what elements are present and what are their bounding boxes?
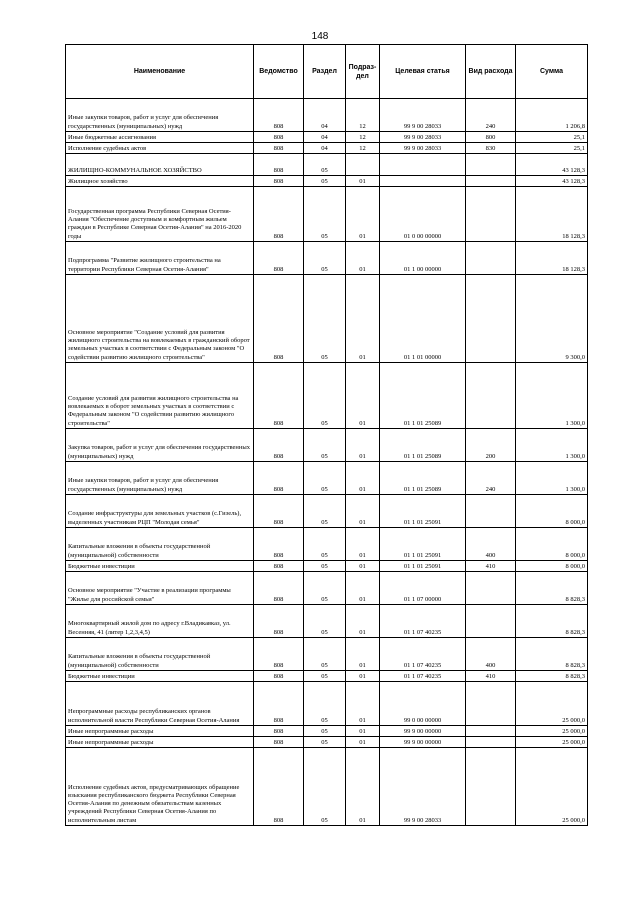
cell-dept: 808	[254, 132, 304, 143]
cell-sum: 8 828,3	[516, 605, 588, 638]
cell-section: 05	[304, 748, 346, 826]
cell-dept: 808	[254, 429, 304, 462]
cell-sum: 25 000,0	[516, 682, 588, 726]
table-row	[66, 737, 588, 748]
cell-section: 05	[304, 462, 346, 495]
cell-dept: 808	[254, 605, 304, 638]
cell-subsection: 01	[346, 242, 380, 275]
table-row	[66, 187, 588, 242]
header-section: Раздел	[304, 45, 346, 99]
cell-dept: 808	[254, 154, 304, 176]
header-name: Наименование	[66, 45, 254, 99]
cell-kind	[466, 495, 516, 528]
cell-name: Основное мероприятие "Участие в реализации программы "Жилье для российской семьи"	[66, 572, 254, 605]
table-row	[66, 363, 588, 429]
cell-dept: 808	[254, 143, 304, 154]
cell-kind: 240	[466, 99, 516, 132]
cell-name: Исполнение судебных актов	[66, 143, 254, 154]
cell-section: 04	[304, 132, 346, 143]
cell-kind	[466, 242, 516, 275]
table-row	[66, 638, 588, 671]
cell-kind	[466, 187, 516, 242]
cell-name: Подпрограмма "Развитие жилищного строительства на территории Республики Северная Осетия-Алания"	[66, 242, 254, 275]
table-row	[66, 572, 588, 605]
cell-name: Исполнение судебных актов, предусматривающих обращение взыскания республиканского бюджета Республики Северная Осетия-Алания по денежным обязательствам казенных учреждений Республики Северная Осетия-Алания по исполнительным листам	[66, 748, 254, 826]
cell-dept: 808	[254, 561, 304, 572]
cell-article: 99 9 00 28033	[380, 132, 466, 143]
cell-article: 01 1 01 25089	[380, 462, 466, 495]
cell-sum: 8 828,3	[516, 638, 588, 671]
cell-article: 01 1 01 25091	[380, 561, 466, 572]
cell-kind	[466, 748, 516, 826]
cell-article: 99 9 00 28033	[380, 748, 466, 826]
header-kind: Вид расхода	[466, 45, 516, 99]
cell-dept: 808	[254, 748, 304, 826]
cell-subsection: 01	[346, 275, 380, 363]
cell-section: 05	[304, 495, 346, 528]
cell-subsection: 01	[346, 176, 380, 187]
cell-section: 05	[304, 176, 346, 187]
cell-name: Капитальные вложения в объекты государственной (муниципальной) собственности	[66, 638, 254, 671]
cell-kind: 400	[466, 638, 516, 671]
cell-sum: 43 128,3	[516, 154, 588, 176]
cell-section: 05	[304, 154, 346, 176]
cell-name: Иные бюджетные ассигнования	[66, 132, 254, 143]
cell-name: Иные закупки товаров, работ и услуг для обеспечения государственных (муниципальных) нужд	[66, 462, 254, 495]
cell-name: Создание инфраструктуры для земельных участков (с.Гизель), выделенных участникам РЦП "Молодая семья"	[66, 495, 254, 528]
cell-dept: 808	[254, 242, 304, 275]
cell-sum: 9 300,0	[516, 275, 588, 363]
cell-dept: 808	[254, 99, 304, 132]
cell-sum: 25 000,0	[516, 748, 588, 826]
cell-subsection: 01	[346, 429, 380, 462]
cell-kind	[466, 275, 516, 363]
cell-name: Закупка товаров, работ и услуг для обеспечения государственных (муниципальных) нужд	[66, 429, 254, 462]
cell-section: 05	[304, 242, 346, 275]
cell-name: Иные непрограммные расходы	[66, 737, 254, 748]
cell-name: Жилищное хозяйство	[66, 176, 254, 187]
cell-name: Создание условий для развития жилищного строительства на вовлекаемых в оборот земельных участках в соответствии с Федеральным законом "О содействии развитию жилищного строительства"	[66, 363, 254, 429]
cell-article	[380, 154, 466, 176]
cell-sum: 25,1	[516, 143, 588, 154]
cell-article: 01 1 01 00000	[380, 275, 466, 363]
header-article: Целевая статья	[380, 45, 466, 99]
cell-article: 01 1 07 40235	[380, 605, 466, 638]
cell-name: Бюджетные инвестиции	[66, 561, 254, 572]
cell-dept: 808	[254, 462, 304, 495]
cell-sum: 8 828,3	[516, 572, 588, 605]
cell-dept: 808	[254, 176, 304, 187]
cell-section: 05	[304, 363, 346, 429]
cell-sum: 1 300,0	[516, 363, 588, 429]
table-row	[66, 99, 588, 132]
cell-name: Непрограммные расходы республиканских органов исполнительной власти Республики Северная Осетия-Алания	[66, 682, 254, 726]
cell-dept: 808	[254, 187, 304, 242]
cell-kind: 830	[466, 143, 516, 154]
cell-section: 05	[304, 572, 346, 605]
cell-kind	[466, 154, 516, 176]
cell-subsection: 01	[346, 682, 380, 726]
cell-section: 05	[304, 187, 346, 242]
cell-kind	[466, 605, 516, 638]
cell-section: 05	[304, 275, 346, 363]
cell-section: 04	[304, 99, 346, 132]
cell-article: 01 1 07 40235	[380, 671, 466, 682]
cell-sum: 8 000,0	[516, 561, 588, 572]
cell-article: 01 0 00 00000	[380, 187, 466, 242]
cell-subsection: 01	[346, 605, 380, 638]
table-row	[66, 748, 588, 826]
cell-kind	[466, 726, 516, 737]
cell-dept: 808	[254, 572, 304, 605]
header-dept: Ведомство	[254, 45, 304, 99]
cell-article: 99 9 00 28033	[380, 99, 466, 132]
cell-name: Бюджетные инвестиции	[66, 671, 254, 682]
cell-dept: 808	[254, 682, 304, 726]
cell-kind	[466, 682, 516, 726]
cell-dept: 808	[254, 638, 304, 671]
cell-dept: 808	[254, 726, 304, 737]
cell-sum: 1 300,0	[516, 462, 588, 495]
cell-subsection: 01	[346, 528, 380, 561]
cell-sum: 18 128,3	[516, 187, 588, 242]
table-row	[66, 242, 588, 275]
header-sum: Сумма	[516, 45, 588, 99]
cell-article: 01 1 01 25091	[380, 495, 466, 528]
cell-sum: 8 828,3	[516, 671, 588, 682]
cell-sum: 43 128,3	[516, 176, 588, 187]
cell-kind: 800	[466, 132, 516, 143]
table-row	[66, 726, 588, 737]
cell-kind: 410	[466, 671, 516, 682]
cell-section: 05	[304, 429, 346, 462]
cell-dept: 808	[254, 363, 304, 429]
cell-name: Капитальные вложения в объекты государственной (муниципальной) собственности	[66, 528, 254, 561]
cell-subsection: 12	[346, 99, 380, 132]
cell-sum: 8 000,0	[516, 495, 588, 528]
cell-article: 99 9 00 00000	[380, 726, 466, 737]
cell-sum: 25,1	[516, 132, 588, 143]
cell-subsection: 01	[346, 671, 380, 682]
header-subsection: Подраз-дел	[346, 45, 380, 99]
cell-subsection: 01	[346, 495, 380, 528]
cell-section: 05	[304, 682, 346, 726]
cell-article: 99 9 00 28033	[380, 143, 466, 154]
cell-dept: 808	[254, 737, 304, 748]
cell-subsection: 01	[346, 748, 380, 826]
cell-sum: 8 000,0	[516, 528, 588, 561]
cell-subsection: 01	[346, 462, 380, 495]
cell-kind	[466, 572, 516, 605]
budget-table	[65, 44, 588, 826]
cell-kind	[466, 176, 516, 187]
cell-kind	[466, 363, 516, 429]
table-row	[66, 143, 588, 154]
cell-name: Многоквартирный жилой дом по адресу г.Владикавказ, ул. Весенняя, 41 (литер 1,2,3,4,5)	[66, 605, 254, 638]
table-row	[66, 605, 588, 638]
cell-article: 01 1 01 25089	[380, 429, 466, 462]
cell-article: 01 1 07 40235	[380, 638, 466, 671]
cell-article: 01 1 00 00000	[380, 242, 466, 275]
cell-kind	[466, 737, 516, 748]
table-row	[66, 132, 588, 143]
table-row	[66, 528, 588, 561]
cell-kind: 200	[466, 429, 516, 462]
cell-article: 01 1 07 00000	[380, 572, 466, 605]
cell-subsection: 01	[346, 726, 380, 737]
cell-kind: 410	[466, 561, 516, 572]
table-row	[66, 682, 588, 726]
table-row	[66, 671, 588, 682]
cell-sum: 18 128,3	[516, 242, 588, 275]
cell-subsection	[346, 154, 380, 176]
cell-kind: 240	[466, 462, 516, 495]
cell-section: 04	[304, 143, 346, 154]
page-number: 148	[311, 31, 329, 42]
cell-name: Основное мероприятие "Создание условий для развития жилищного строительства на вовлекаемых в гражданский оборот земельных участках в соответствии с Федеральным законом "О содействии развитию жилищного строительства"	[66, 275, 254, 363]
table-row	[66, 154, 588, 176]
table-header-row	[66, 45, 588, 99]
cell-article: 01 1 01 25089	[380, 363, 466, 429]
cell-name: Государственная программа Республики Северная Осетия-Алания "Обеспечение доступным и комфортным жильем граждан в Республике Северная Осетия-Алания" на 2016-2020 годы	[66, 187, 254, 242]
cell-name: Иные закупки товаров, работ и услуг для обеспечения государственных (муниципальных) нужд	[66, 99, 254, 132]
table-row	[66, 176, 588, 187]
cell-subsection: 01	[346, 363, 380, 429]
cell-section: 05	[304, 561, 346, 572]
cell-section: 05	[304, 737, 346, 748]
cell-subsection: 01	[346, 572, 380, 605]
cell-dept: 808	[254, 671, 304, 682]
cell-name: Иные непрограммные расходы	[66, 726, 254, 737]
cell-section: 05	[304, 671, 346, 682]
table-row	[66, 495, 588, 528]
cell-sum: 1 206,8	[516, 99, 588, 132]
cell-subsection: 01	[346, 638, 380, 671]
cell-subsection: 01	[346, 737, 380, 748]
table-row	[66, 561, 588, 572]
cell-dept: 808	[254, 495, 304, 528]
table-row	[66, 462, 588, 495]
cell-section: 05	[304, 605, 346, 638]
cell-article: 01 1 01 25091	[380, 528, 466, 561]
cell-subsection: 12	[346, 132, 380, 143]
cell-article: 99 9 00 00000	[380, 737, 466, 748]
cell-subsection: 01	[346, 561, 380, 572]
cell-sum: 25 000,0	[516, 737, 588, 748]
cell-dept: 808	[254, 528, 304, 561]
cell-kind: 400	[466, 528, 516, 561]
table-row	[66, 275, 588, 363]
cell-article	[380, 176, 466, 187]
cell-section: 05	[304, 528, 346, 561]
cell-sum: 25 000,0	[516, 726, 588, 737]
cell-article: 99 0 00 00000	[380, 682, 466, 726]
cell-section: 05	[304, 638, 346, 671]
table-row	[66, 429, 588, 462]
cell-section: 05	[304, 726, 346, 737]
cell-sum: 1 300,0	[516, 429, 588, 462]
cell-subsection: 01	[346, 187, 380, 242]
cell-subsection: 12	[346, 143, 380, 154]
cell-name: ЖИЛИЩНО-КОММУНАЛЬНОЕ ХОЗЯЙСТВО	[66, 154, 254, 176]
cell-dept: 808	[254, 275, 304, 363]
